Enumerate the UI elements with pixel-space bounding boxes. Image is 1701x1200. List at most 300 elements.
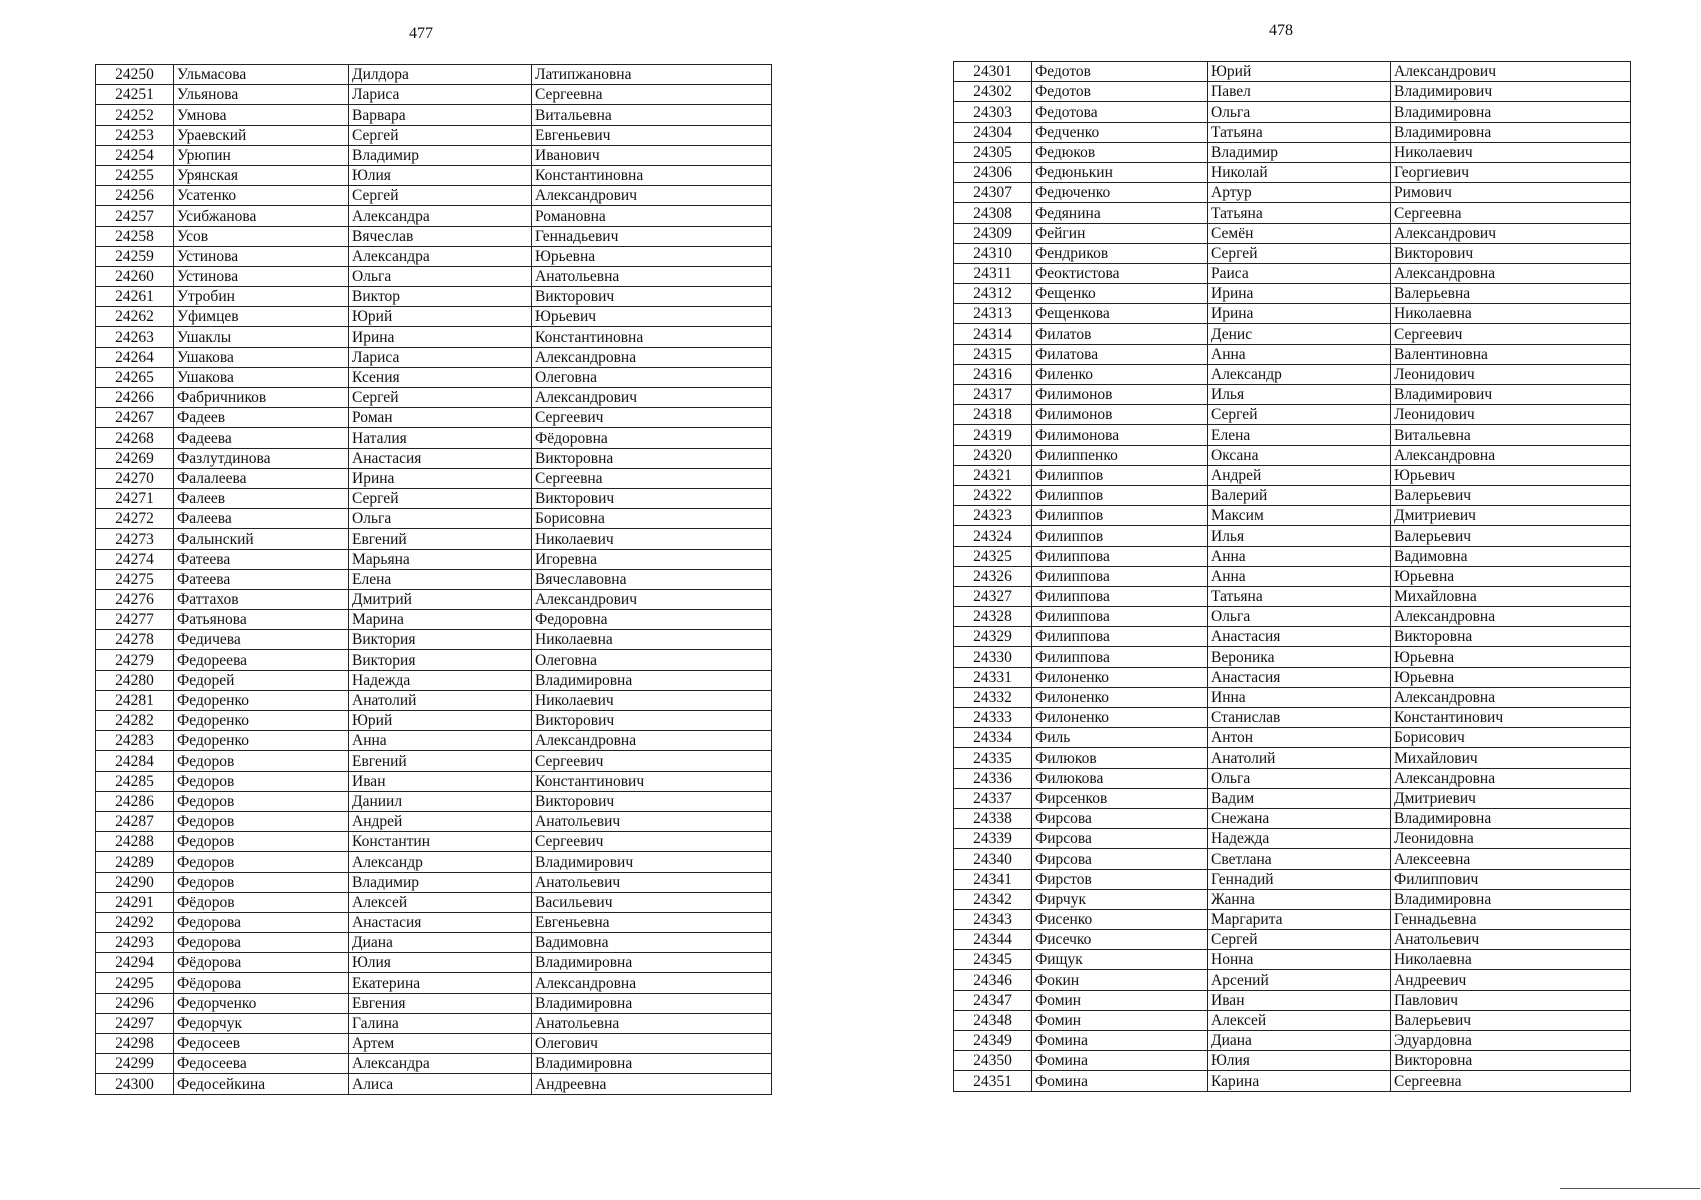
record-number-cell: 24278 — [96, 630, 174, 650]
first-name-cell: Владимир — [349, 145, 532, 165]
patronymic-cell: Владимирович — [1391, 385, 1631, 405]
patronymic-cell: Игоревна — [532, 549, 772, 569]
first-name-cell: Николай — [1208, 162, 1391, 182]
table-row — [954, 990, 1631, 1010]
patronymic-cell: Павлович — [1391, 990, 1631, 1010]
first-name-cell: Алексей — [1208, 1010, 1391, 1030]
patronymic-cell: Константинович — [532, 771, 772, 791]
patronymic-cell: Николаевич — [532, 529, 772, 549]
table-row — [954, 586, 1631, 606]
surname-cell: Фёдорова — [174, 953, 349, 973]
record-number-cell: 24276 — [96, 589, 174, 609]
surname-cell: Фаттахов — [174, 589, 349, 609]
table-row — [96, 852, 772, 872]
table-row — [954, 485, 1631, 505]
surname-cell: Фокин — [1032, 970, 1208, 990]
record-number-cell: 24344 — [954, 930, 1032, 950]
patronymic-cell: Леонидович — [1391, 364, 1631, 384]
first-name-cell: Светлана — [1208, 849, 1391, 869]
table-row — [954, 526, 1631, 546]
record-number-cell: 24342 — [954, 889, 1032, 909]
record-number-cell: 24272 — [96, 509, 174, 529]
record-number-cell: 24337 — [954, 788, 1032, 808]
patronymic-cell: Иванович — [532, 145, 772, 165]
surname-cell: Ульянова — [174, 85, 349, 105]
record-number-cell: 24301 — [954, 62, 1032, 82]
record-number-cell: 24270 — [96, 468, 174, 488]
record-number-cell: 24335 — [954, 748, 1032, 768]
record-number-cell: 24306 — [954, 162, 1032, 182]
table-row — [954, 284, 1631, 304]
record-number-cell: 24253 — [96, 125, 174, 145]
patronymic-cell: Римович — [1391, 183, 1631, 203]
first-name-cell: Анатолий — [349, 690, 532, 710]
surname-cell: Федосеев — [174, 1034, 349, 1054]
record-number-cell: 24305 — [954, 142, 1032, 162]
first-name-cell: Надежда — [1208, 829, 1391, 849]
surname-cell: Фищук — [1032, 950, 1208, 970]
surname-cell: Фадеева — [174, 428, 349, 448]
table-row — [954, 344, 1631, 364]
table-row — [96, 690, 772, 710]
patronymic-cell: Михайловна — [1391, 586, 1631, 606]
first-name-cell: Надежда — [349, 670, 532, 690]
table-row — [96, 65, 772, 85]
record-number-cell: 24326 — [954, 566, 1032, 586]
patronymic-cell: Леонидовна — [1391, 829, 1631, 849]
record-number-cell: 24332 — [954, 687, 1032, 707]
record-number-cell: 24310 — [954, 243, 1032, 263]
table-row — [954, 708, 1631, 728]
scan-edge-line — [1560, 1188, 1700, 1189]
patronymic-cell: Алексеевна — [1391, 849, 1631, 869]
table-row — [954, 748, 1631, 768]
patronymic-cell: Андреевич — [1391, 970, 1631, 990]
record-number-cell: 24277 — [96, 610, 174, 630]
first-name-cell: Наталия — [349, 428, 532, 448]
record-number-cell: 24268 — [96, 428, 174, 448]
surname-cell: Федоренко — [174, 731, 349, 751]
surname-cell: Урюпин — [174, 145, 349, 165]
patronymic-cell: Валерьевич — [1391, 1010, 1631, 1030]
patronymic-cell: Витальевна — [1391, 425, 1631, 445]
surname-cell: Федосеева — [174, 1054, 349, 1074]
surname-cell: Усатенко — [174, 186, 349, 206]
surname-cell: Федюков — [1032, 142, 1208, 162]
first-name-cell: Марьяна — [349, 549, 532, 569]
record-number-cell: 24331 — [954, 667, 1032, 687]
first-name-cell: Константин — [349, 832, 532, 852]
table-row — [954, 203, 1631, 223]
first-name-cell: Нонна — [1208, 950, 1391, 970]
first-name-cell: Артем — [349, 1034, 532, 1054]
first-name-cell: Роман — [349, 408, 532, 428]
first-name-cell: Анатолий — [1208, 748, 1391, 768]
surname-cell: Фирсова — [1032, 849, 1208, 869]
surname-cell: Филюков — [1032, 748, 1208, 768]
surname-cell: Федорей — [174, 670, 349, 690]
surname-cell: Фирчук — [1032, 889, 1208, 909]
first-name-cell: Раиса — [1208, 263, 1391, 283]
record-number-cell: 24265 — [96, 367, 174, 387]
table-row — [954, 687, 1631, 707]
table-row — [954, 162, 1631, 182]
patronymic-cell: Евгеньевна — [532, 912, 772, 932]
surname-cell: Ульмасова — [174, 65, 349, 85]
first-name-cell: Арсений — [1208, 970, 1391, 990]
surname-cell: Устинова — [174, 246, 349, 266]
first-name-cell: Владимир — [1208, 142, 1391, 162]
record-number-cell: 24340 — [954, 849, 1032, 869]
table-row — [954, 82, 1631, 102]
record-number-cell: 24274 — [96, 549, 174, 569]
table-row — [96, 589, 772, 609]
record-number-cell: 24304 — [954, 122, 1032, 142]
first-name-cell: Ольга — [1208, 607, 1391, 627]
record-number-cell: 24324 — [954, 526, 1032, 546]
table-row — [954, 889, 1631, 909]
patronymic-cell: Сергеевна — [1391, 203, 1631, 223]
table-row — [96, 165, 772, 185]
table-row — [954, 445, 1631, 465]
record-number-cell: 24288 — [96, 832, 174, 852]
record-number-cell: 24316 — [954, 364, 1032, 384]
patronymic-cell: Александрович — [532, 589, 772, 609]
surname-cell: Усибжанова — [174, 206, 349, 226]
table-row — [96, 731, 772, 751]
table-row — [96, 145, 772, 165]
record-number-cell: 24314 — [954, 324, 1032, 344]
surname-cell: Филиппова — [1032, 627, 1208, 647]
first-name-cell: Семён — [1208, 223, 1391, 243]
surname-cell: Филимонова — [1032, 425, 1208, 445]
patronymic-cell: Константиновна — [532, 327, 772, 347]
patronymic-cell: Сергеевич — [532, 832, 772, 852]
record-number-cell: 24317 — [954, 385, 1032, 405]
surname-cell: Федоренко — [174, 690, 349, 710]
surname-cell: Филиппов — [1032, 465, 1208, 485]
patronymic-cell: Викторовна — [532, 448, 772, 468]
table-row — [954, 728, 1631, 748]
first-name-cell: Максим — [1208, 506, 1391, 526]
first-name-cell: Анастасия — [1208, 667, 1391, 687]
surname-cell: Филоненко — [1032, 708, 1208, 728]
table-row — [96, 488, 772, 508]
record-number-cell: 24275 — [96, 569, 174, 589]
registry-table-right — [953, 61, 1631, 1092]
surname-cell: Федоров — [174, 832, 349, 852]
record-number-cell: 24351 — [954, 1071, 1032, 1091]
record-number-cell: 24282 — [96, 711, 174, 731]
record-number-cell: 24345 — [954, 950, 1032, 970]
surname-cell: Фомин — [1032, 1010, 1208, 1030]
first-name-cell: Сергей — [1208, 930, 1391, 950]
table-row — [954, 1071, 1631, 1091]
table-row — [96, 428, 772, 448]
patronymic-cell: Валерьевна — [1391, 284, 1631, 304]
record-number-cell: 24350 — [954, 1051, 1032, 1071]
table-row — [96, 973, 772, 993]
patronymic-cell: Вадимовна — [1391, 546, 1631, 566]
record-number-cell: 24287 — [96, 811, 174, 831]
first-name-cell: Анна — [1208, 344, 1391, 364]
record-number-cell: 24311 — [954, 263, 1032, 283]
first-name-cell: Юрий — [1208, 62, 1391, 82]
surname-cell: Фирсенков — [1032, 788, 1208, 808]
patronymic-cell: Георгиевич — [1391, 162, 1631, 182]
first-name-cell: Андрей — [349, 811, 532, 831]
table-row — [96, 388, 772, 408]
surname-cell: Фомина — [1032, 1031, 1208, 1051]
table-row — [954, 405, 1631, 425]
patronymic-cell: Сергеевна — [532, 85, 772, 105]
first-name-cell: Татьяна — [1208, 586, 1391, 606]
patronymic-cell: Юрьевич — [532, 307, 772, 327]
patronymic-cell: Александрович — [1391, 62, 1631, 82]
surname-cell: Федореева — [174, 650, 349, 670]
record-number-cell: 24325 — [954, 546, 1032, 566]
first-name-cell: Ольга — [349, 266, 532, 286]
record-number-cell: 24296 — [96, 993, 174, 1013]
patronymic-cell: Владимировна — [1391, 102, 1631, 122]
record-number-cell: 24252 — [96, 105, 174, 125]
patronymic-cell: Александровна — [1391, 607, 1631, 627]
surname-cell: Утробин — [174, 287, 349, 307]
surname-cell: Фисечко — [1032, 930, 1208, 950]
record-number-cell: 24258 — [96, 226, 174, 246]
record-number-cell: 24330 — [954, 647, 1032, 667]
first-name-cell: Артур — [1208, 183, 1391, 203]
surname-cell: Федорченко — [174, 993, 349, 1013]
record-number-cell: 24299 — [96, 1054, 174, 1074]
first-name-cell: Анастасия — [349, 448, 532, 468]
first-name-cell: Виктор — [349, 287, 532, 307]
first-name-cell: Вероника — [1208, 647, 1391, 667]
record-number-cell: 24295 — [96, 973, 174, 993]
table-row — [96, 347, 772, 367]
first-name-cell: Александра — [349, 206, 532, 226]
surname-cell: Фатьянова — [174, 610, 349, 630]
table-row — [96, 933, 772, 953]
patronymic-cell: Михайлович — [1391, 748, 1631, 768]
surname-cell: Фазлутдинова — [174, 448, 349, 468]
surname-cell: Усов — [174, 226, 349, 246]
first-name-cell: Галина — [349, 1013, 532, 1033]
surname-cell: Филиппова — [1032, 586, 1208, 606]
surname-cell: Филимонов — [1032, 385, 1208, 405]
record-number-cell: 24264 — [96, 347, 174, 367]
table-row — [954, 62, 1631, 82]
record-number-cell: 24312 — [954, 284, 1032, 304]
table-row — [96, 529, 772, 549]
surname-cell: Федотов — [1032, 82, 1208, 102]
patronymic-cell: Фёдоровна — [532, 428, 772, 448]
patronymic-cell: Борисовна — [532, 509, 772, 529]
first-name-cell: Елена — [1208, 425, 1391, 445]
record-number-cell: 24327 — [954, 586, 1032, 606]
surname-cell: Филиппова — [1032, 546, 1208, 566]
record-number-cell: 24251 — [96, 85, 174, 105]
record-number-cell: 24271 — [96, 488, 174, 508]
patronymic-cell: Викторовна — [1391, 1051, 1631, 1071]
patronymic-cell: Вячеславовна — [532, 569, 772, 589]
table-row — [96, 650, 772, 670]
record-number-cell: 24300 — [96, 1074, 174, 1094]
record-number-cell: 24313 — [954, 304, 1032, 324]
surname-cell: Фалеева — [174, 509, 349, 529]
surname-cell: Фомин — [1032, 990, 1208, 1010]
record-number-cell: 24336 — [954, 768, 1032, 788]
table-row — [96, 670, 772, 690]
table-row — [954, 243, 1631, 263]
surname-cell: Федюнькин — [1032, 162, 1208, 182]
table-row — [954, 465, 1631, 485]
patronymic-cell: Анатольевна — [532, 266, 772, 286]
first-name-cell: Виктория — [349, 630, 532, 650]
surname-cell: Федченко — [1032, 122, 1208, 142]
patronymic-cell: Константиновна — [532, 165, 772, 185]
record-number-cell: 24294 — [96, 953, 174, 973]
patronymic-cell: Валентиновна — [1391, 344, 1631, 364]
table-row — [954, 1031, 1631, 1051]
first-name-cell: Лариса — [349, 85, 532, 105]
first-name-cell: Александр — [1208, 364, 1391, 384]
surname-cell: Фендриков — [1032, 243, 1208, 263]
first-name-cell: Антон — [1208, 728, 1391, 748]
surname-cell: Федичева — [174, 630, 349, 650]
record-number-cell: 24303 — [954, 102, 1032, 122]
record-number-cell: 24263 — [96, 327, 174, 347]
first-name-cell: Анна — [349, 731, 532, 751]
patronymic-cell: Владимировна — [1391, 808, 1631, 828]
first-name-cell: Сергей — [349, 125, 532, 145]
table-row — [954, 1051, 1631, 1071]
record-number-cell: 24319 — [954, 425, 1032, 445]
registry-table-body — [954, 62, 1631, 1092]
surname-cell: Федорова — [174, 933, 349, 953]
first-name-cell: Анастасия — [349, 912, 532, 932]
first-name-cell: Сергей — [349, 186, 532, 206]
record-number-cell: 24328 — [954, 607, 1032, 627]
table-row — [96, 630, 772, 650]
patronymic-cell: Юрьевна — [1391, 566, 1631, 586]
patronymic-cell: Николаевич — [1391, 142, 1631, 162]
table-row — [96, 327, 772, 347]
table-row — [954, 183, 1631, 203]
record-number-cell: 24297 — [96, 1013, 174, 1033]
first-name-cell: Дмитрий — [349, 589, 532, 609]
surname-cell: Фатеева — [174, 549, 349, 569]
patronymic-cell: Эдуардовна — [1391, 1031, 1631, 1051]
table-row — [954, 829, 1631, 849]
patronymic-cell: Анатольевна — [532, 1013, 772, 1033]
first-name-cell: Марина — [349, 610, 532, 630]
table-row — [96, 509, 772, 529]
table-row — [954, 263, 1631, 283]
first-name-cell: Ольга — [1208, 768, 1391, 788]
patronymic-cell: Олеговна — [532, 367, 772, 387]
table-row — [96, 307, 772, 327]
patronymic-cell: Олеговна — [532, 650, 772, 670]
surname-cell: Филиппов — [1032, 485, 1208, 505]
record-number-cell: 24308 — [954, 203, 1032, 223]
record-number-cell: 24260 — [96, 266, 174, 286]
record-number-cell: 24273 — [96, 529, 174, 549]
patronymic-cell: Николаевна — [532, 630, 772, 650]
table-row — [96, 993, 772, 1013]
table-row — [954, 324, 1631, 344]
surname-cell: Ураевский — [174, 125, 349, 145]
patronymic-cell: Сергеевич — [532, 751, 772, 771]
surname-cell: Фалеев — [174, 488, 349, 508]
table-row — [96, 85, 772, 105]
surname-cell: Федорова — [174, 912, 349, 932]
surname-cell: Филатов — [1032, 324, 1208, 344]
surname-cell: Филоненко — [1032, 687, 1208, 707]
first-name-cell: Александра — [349, 246, 532, 266]
surname-cell: Фирсова — [1032, 829, 1208, 849]
surname-cell: Фалалеева — [174, 468, 349, 488]
surname-cell: Фещенкова — [1032, 304, 1208, 324]
first-name-cell: Александр — [349, 852, 532, 872]
surname-cell: Федоров — [174, 791, 349, 811]
table-row — [954, 627, 1631, 647]
surname-cell: Устинова — [174, 266, 349, 286]
table-row — [96, 1054, 772, 1074]
record-number-cell: 24318 — [954, 405, 1032, 425]
table-row — [954, 970, 1631, 990]
patronymic-cell: Геннадьевна — [1391, 909, 1631, 929]
patronymic-cell: Александровна — [532, 731, 772, 751]
table-row — [96, 367, 772, 387]
patronymic-cell: Викторовна — [1391, 627, 1631, 647]
record-number-cell: 24254 — [96, 145, 174, 165]
first-name-cell: Павел — [1208, 82, 1391, 102]
record-number-cell: 24347 — [954, 990, 1032, 1010]
first-name-cell: Маргарита — [1208, 909, 1391, 929]
first-name-cell: Вадим — [1208, 788, 1391, 808]
record-number-cell: 24320 — [954, 445, 1032, 465]
record-number-cell: 24262 — [96, 307, 174, 327]
first-name-cell: Станислав — [1208, 708, 1391, 728]
surname-cell: Фалынский — [174, 529, 349, 549]
first-name-cell: Геннадий — [1208, 869, 1391, 889]
table-row — [954, 385, 1631, 405]
record-number-cell: 24343 — [954, 909, 1032, 929]
surname-cell: Филимонов — [1032, 405, 1208, 425]
table-row — [96, 872, 772, 892]
first-name-cell: Екатерина — [349, 973, 532, 993]
surname-cell: Федотов — [1032, 62, 1208, 82]
record-number-cell: 24269 — [96, 448, 174, 468]
table-row — [954, 808, 1631, 828]
table-row — [96, 1074, 772, 1094]
patronymic-cell: Геннадьевич — [532, 226, 772, 246]
record-number-cell: 24315 — [954, 344, 1032, 364]
first-name-cell: Татьяна — [1208, 203, 1391, 223]
surname-cell: Фабричников — [174, 388, 349, 408]
table-row — [954, 142, 1631, 162]
surname-cell: Федоров — [174, 872, 349, 892]
first-name-cell: Евгений — [349, 529, 532, 549]
patronymic-cell: Александровна — [1391, 687, 1631, 707]
table-row — [954, 849, 1631, 869]
patronymic-cell: Юрьевич — [1391, 465, 1631, 485]
patronymic-cell: Константинович — [1391, 708, 1631, 728]
record-number-cell: 24267 — [96, 408, 174, 428]
record-number-cell: 24293 — [96, 933, 174, 953]
table-row — [954, 909, 1631, 929]
